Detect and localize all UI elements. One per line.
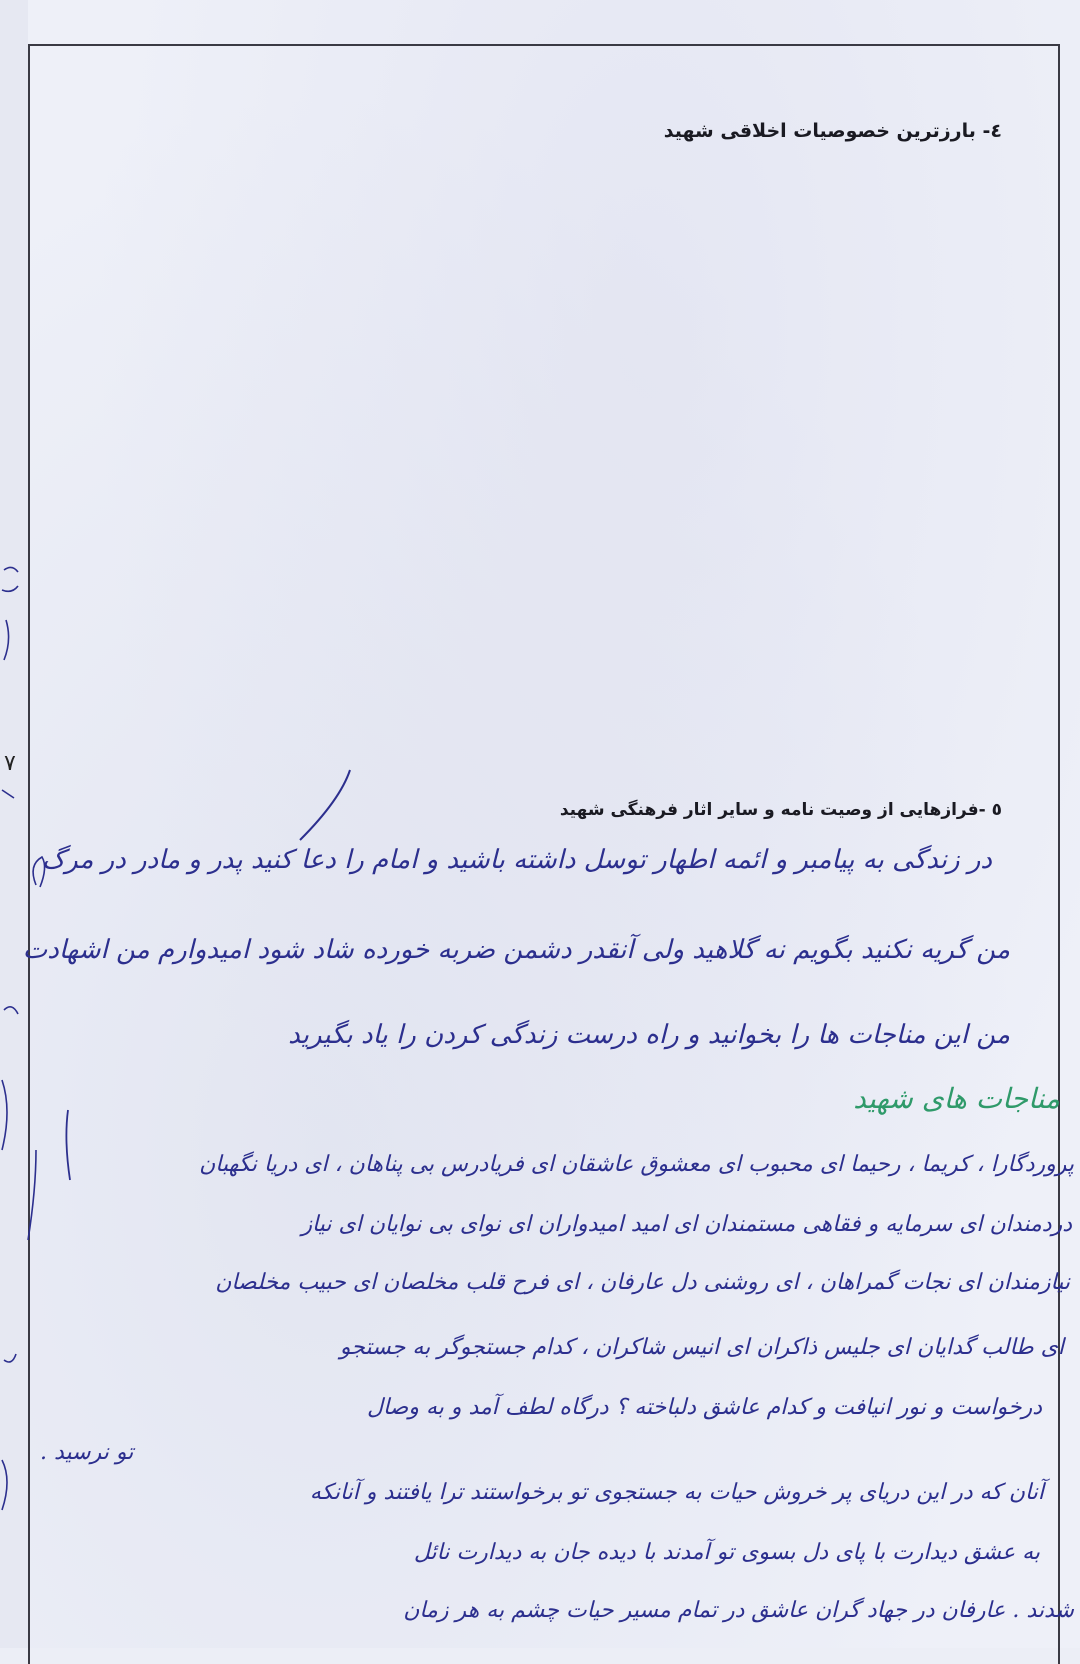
munajat-line-7: آنان که در این دریای پر خروش حیات به جستجوی تو برخواستند ترا یافتند و آنانکه	[309, 1480, 1044, 1505]
left-edge-handwriting-fragments	[0, 560, 30, 1560]
munajat-line-8: به عشق دیدارت با پای دل بسوی تو آمدند با دیده جان به دیدارت نائل	[413, 1540, 1040, 1565]
section-heading-testament-excerpts: ٥ -فرازهایی از وصیت نامه و سایر اثار فرهنگی شهید	[559, 800, 1002, 820]
testament-line-1: در زندگی به پیامبر و ائمه اطهار توسل داشته باشید و امام را دعا کنید پدر و مادر در مرگ	[41, 845, 992, 875]
munajat-line-6: تو نرسید .	[40, 1440, 134, 1465]
munajat-line-2: دردمندان ای سرمایه و فقاهی مستمندان ای امید امیدواران ای نوای بی نوایان ای نیاز	[301, 1212, 1072, 1237]
svg-text:٧: ٧	[4, 751, 16, 776]
munajat-line-9: شدند . عارفان در جهاد گران عاشق در تمام مسیر حیات چشم به هر زمان	[403, 1598, 1074, 1623]
section-heading-moral-traits: ٤- بارزترین خصوصیات اخلاقی شهید	[663, 120, 1002, 142]
munajat-line-5: درخواست و نور انیافت و کدام عاشق دلباخته ؟ درگاه لطف آمد و به وصال	[366, 1395, 1042, 1420]
munajat-line-1: پروردگارا ، کریما ، رحیما ای محبوب ای معشوق عاشقان ای فریادرس بی پناهان ، ای دریا نگهبان	[199, 1152, 1074, 1177]
munajat-line-3: نیازمندان ای نجات گمراهان ، ای روشنی دل عارفان ، ای فرح قلب مخلصان ای حبیب مخلصان	[215, 1270, 1070, 1295]
munajat-title: مناجات های شهید	[853, 1082, 1060, 1115]
testament-line-2: من گریه نکنید بگویم نه گلاهید ولی آنقدر دشمن ضربه خورده شاد شود امیدوارم من اشهادت	[22, 935, 1010, 965]
testament-line-3: من این مناجات ها را بخوانید و راه درست زندگی کردن را یاد بگیرید	[288, 1020, 1010, 1050]
munajat-line-4: ای طالب گدایان ای جلیس ذاکران ای انیس شاکران ، کدام جستجوگر به جستجو	[339, 1335, 1064, 1360]
